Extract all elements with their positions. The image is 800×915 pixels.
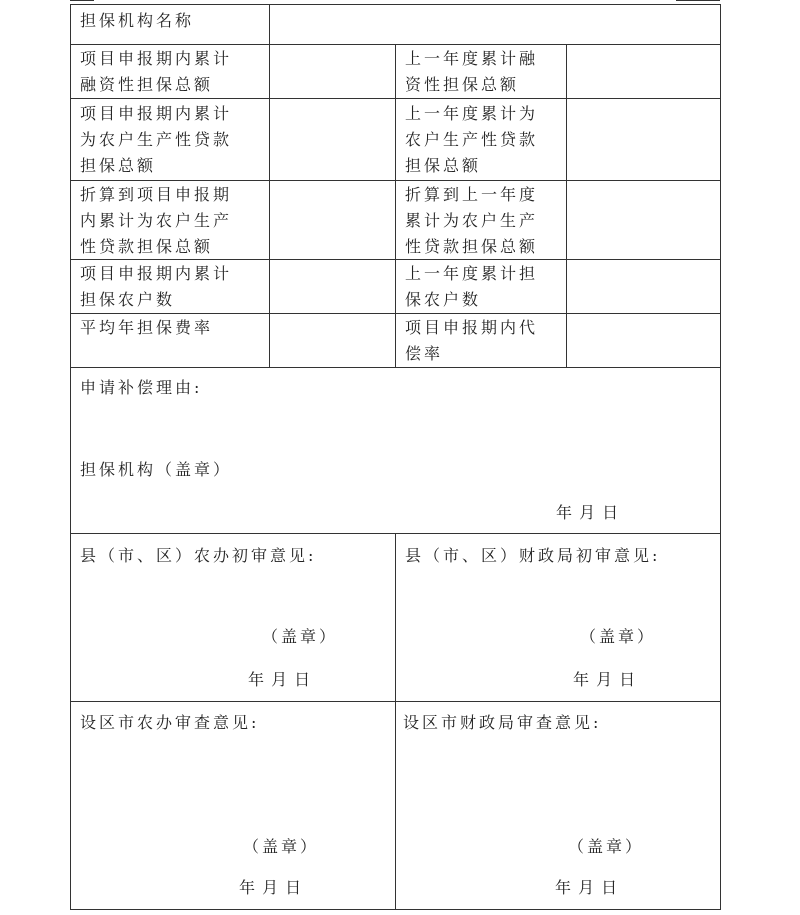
county-agri-office-opinion[interactable] [71,572,395,627]
farm-household-count-field[interactable] [270,260,395,313]
avg-fee-rate-label: 平均年担保费率 [80,318,214,337]
county-finance-bureau-title: 县（市、区）财政局初审意见: [405,546,661,565]
prev-farm-loan-total-field[interactable] [567,99,720,180]
compensation-rate-field[interactable] [567,314,720,367]
converted-farm-loan-field[interactable] [270,181,395,259]
county-agri-seal: （盖章） [262,627,339,646]
institution-name-label: 担保机构名称 [80,11,195,30]
city-agri-office-opinion[interactable] [71,740,395,835]
city-finance-bureau-opinion[interactable] [396,740,720,835]
border-right [720,4,721,910]
reason-date: 年 月 日 [556,503,620,522]
institution-seal-label: 担保机构（盖章） [80,460,233,479]
institution-name-field[interactable] [270,5,720,44]
financing-total-label: 项目申报期内累计 融资性担保总额 [80,49,233,94]
farm-loan-total-label: 项目申报期内累计 为农户生产性贷款 担保总额 [80,104,233,175]
top-left-mark [70,0,94,1]
col-rule-2 [395,44,396,368]
city-finance-bureau-title: 设区市财政局审查意见: [403,713,602,732]
prev-financing-total-field[interactable] [567,45,720,98]
city-agri-office-title: 设区市农办审查意见: [80,713,260,732]
prev-converted-farm-loan-label: 折算到上一年度 累计为农户生产 性贷款担保总额 [405,185,539,256]
city-agri-date: 年 月 日 [239,878,303,897]
prev-farm-loan-total-label: 上一年度累计为 农户生产性贷款 担保总额 [405,104,539,175]
reason-field[interactable] [71,404,720,454]
county-agri-date: 年 月 日 [248,670,312,689]
prev-converted-farm-loan-field[interactable] [567,181,720,259]
city-finance-date: 年 月 日 [555,878,619,897]
compensation-rate-label: 项目申报期内代 偿率 [405,318,539,363]
converted-farm-loan-label: 折算到项目申报期 内累计为农户生产 性贷款担保总额 [80,185,233,256]
prev-farm-household-count-label: 上一年度累计担 保农户数 [405,264,539,309]
county-finance-date: 年 月 日 [573,670,637,689]
county-finance-bureau-opinion[interactable] [396,572,720,627]
reason-title: 申请补偿理由: [80,378,203,397]
avg-fee-rate-field[interactable] [270,314,395,367]
prev-financing-total-label: 上一年度累计融 资性担保总额 [405,49,539,94]
city-finance-seal: （盖章） [568,837,645,856]
farm-loan-total-field[interactable] [270,99,395,180]
county-finance-seal: （盖章） [580,627,657,646]
farm-household-count-label: 项目申报期内累计 担保农户数 [80,264,233,309]
financing-total-field[interactable] [270,45,395,98]
top-right-mark [676,0,720,1]
county-agri-office-title: 县（市、区）农办初审意见: [80,546,317,565]
prev-farm-household-count-field[interactable] [567,260,720,313]
city-agri-seal: （盖章） [243,837,320,856]
